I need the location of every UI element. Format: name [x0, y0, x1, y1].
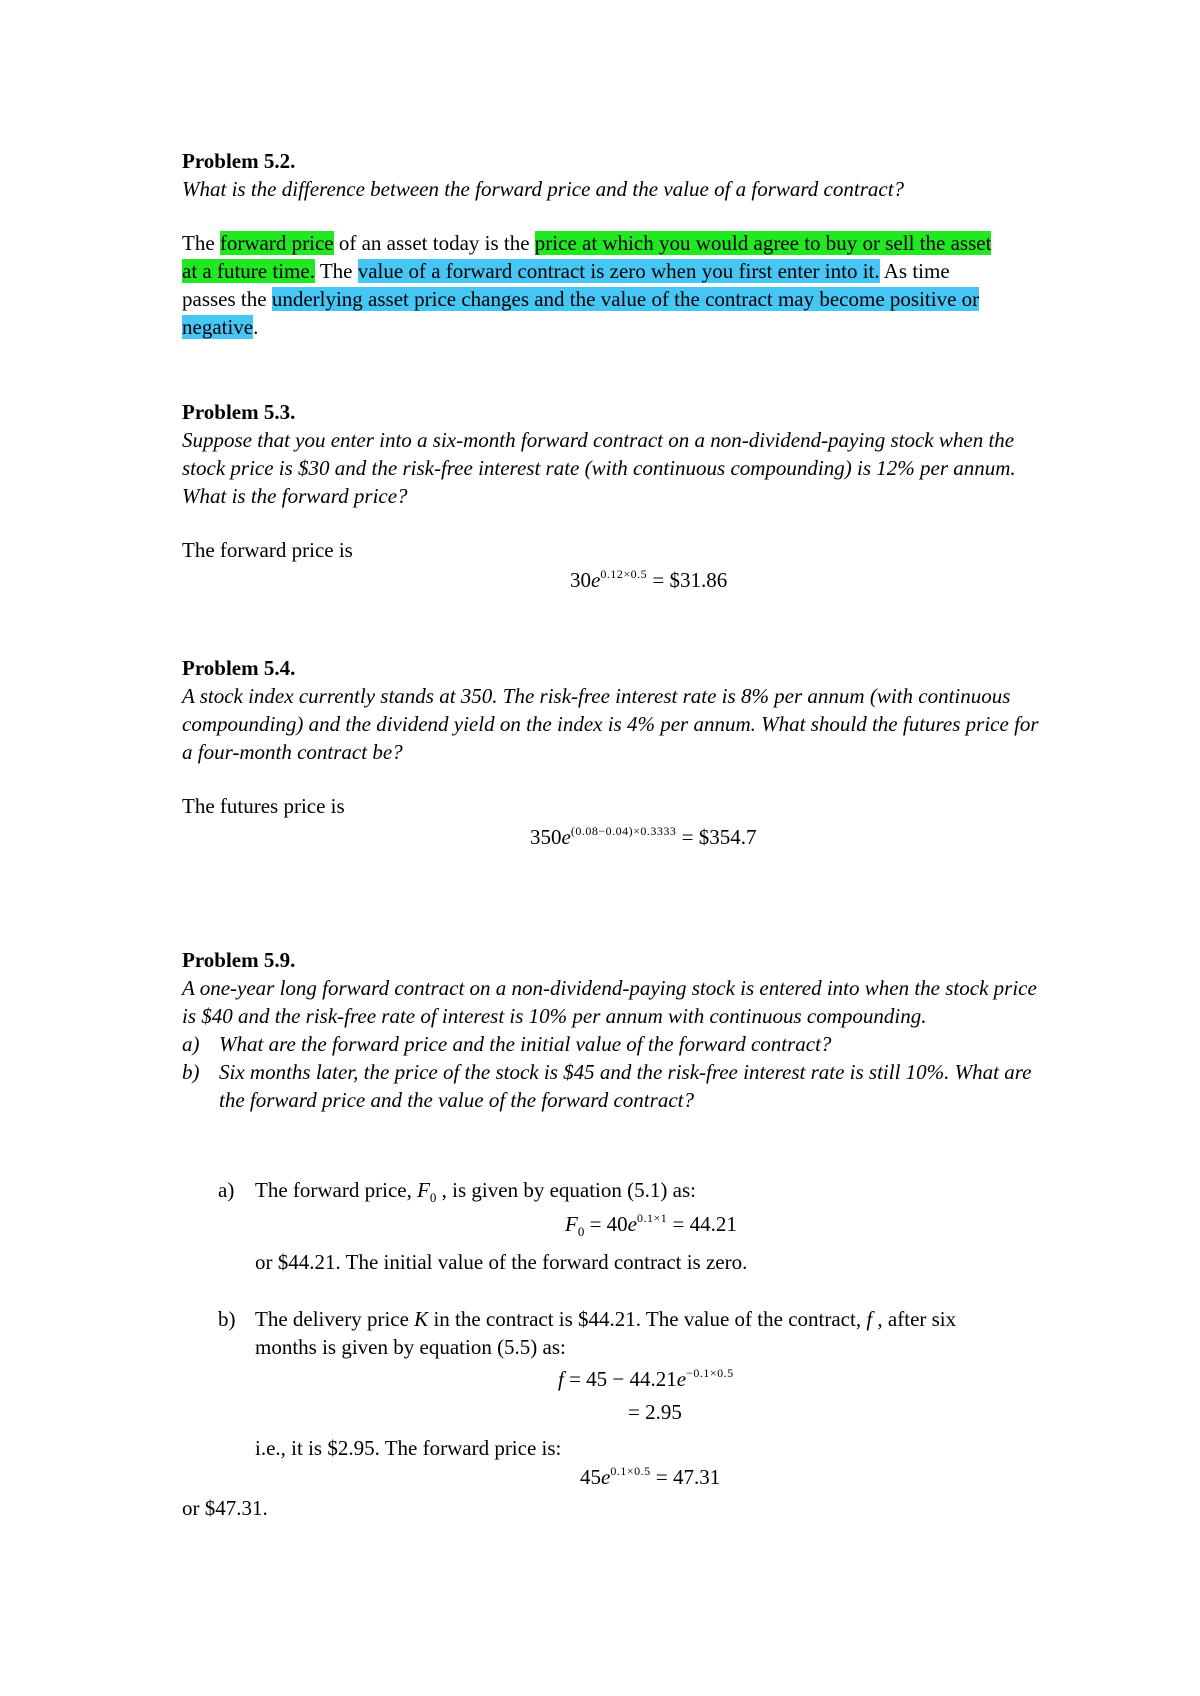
- problem-question: What is the difference between the forward price and the value of a forward contract?: [182, 177, 905, 201]
- answer-part-b: b) The delivery price K in the contract is $44.21. The value of the contract, f , after six months is given by equation (5.5) as:: [218, 1307, 957, 1359]
- problem-5-3: [182, 398, 1042, 510]
- answer-part-b-mid: i.e., it is $2.95. The forward price is:: [255, 1436, 562, 1460]
- answer-text: .: [253, 315, 259, 339]
- equation: $45e^{0.1\times 0.5} = 47.31$: [580, 1464, 721, 1489]
- answer-lead: The forward price is: [182, 538, 353, 562]
- problem-heading: Problem 5.9.: [182, 948, 296, 972]
- problem-5-2: [182, 147, 1042, 203]
- problem-heading: Problem 5.3.: [182, 400, 296, 424]
- highlight-blue: value of a forward contract is zero when you first enter into it.: [357, 259, 880, 283]
- problem-5-4-answer: [182, 792, 1042, 820]
- problem-question: A one-year long forward contract on a non-dividend-paying stock is entered into when the stock price is $40 and the risk-free rate of interest is 10% per annum with continuous compounding.: [182, 976, 1037, 1028]
- problem-heading: Problem 5.4.: [182, 656, 296, 680]
- answer-text: The: [314, 259, 358, 283]
- highlight-green: price at which you would agree to buy or sell the asset at a future time.: [182, 231, 992, 283]
- problem-5-2-answer: [182, 229, 1002, 341]
- problem-5-9: [182, 946, 1042, 1114]
- answer-lead: The futures price is: [182, 794, 345, 818]
- answer-text: The: [182, 231, 220, 255]
- problem-5-3-answer: [182, 536, 1042, 564]
- answer-text: As time passes the: [182, 259, 950, 311]
- equation: $350e^{(0.08-0.04)\times 0.3333}$ = $354.7: [530, 824, 757, 849]
- answer-text: of an asset today is the: [333, 231, 535, 255]
- answer-paragraph: [182, 229, 1002, 341]
- answer-part-a: a) The forward price, $F_0$ , is given by equation (5.1) as:: [218, 1178, 696, 1205]
- answer-final: or $47.31.: [182, 1496, 268, 1520]
- problem-heading: Problem 5.2.: [182, 149, 296, 173]
- question-part-a: a) What are the forward price and the initial value of the forward contract?: [182, 1032, 832, 1056]
- equation: $f = 45 - 44.21e^{-0.1\times 0.5}$: [558, 1366, 734, 1391]
- equation: $F_0 = 40e^{0.1\times 1} = 44.21$: [565, 1211, 737, 1239]
- problem-5-4: [182, 654, 1042, 766]
- answer-part-a-after: or $44.21. The initial value of the forward contract is zero.: [255, 1250, 748, 1274]
- equation: = 2.95: [628, 1400, 682, 1424]
- problem-question: A stock index currently stands at 350. The risk-free interest rate is 8% per annum (with continuous compounding) and the dividend yield on the index is 4% per annum. What should the futures price for a four-month contract be?: [182, 684, 1039, 764]
- equation: $30e^{0.12\times 0.5}$ = $31.86: [570, 567, 728, 592]
- highlight-blue: underlying asset price changes and the value of the contract may become positive or negative: [182, 287, 980, 339]
- problem-question: Suppose that you enter into a six-month forward contract on a non-dividend-paying stock when the stock price is $30 and the risk-free interest rate (with continuous compounding) is 12% per annum. What is the forward price?: [182, 428, 1016, 508]
- highlight-green: forward price: [219, 231, 334, 255]
- question-part-b: b) Six months later, the price of the stock is $45 and the risk-free interest rate is still 10%. What are the forward price and the value of the forward contract?: [182, 1060, 1032, 1112]
